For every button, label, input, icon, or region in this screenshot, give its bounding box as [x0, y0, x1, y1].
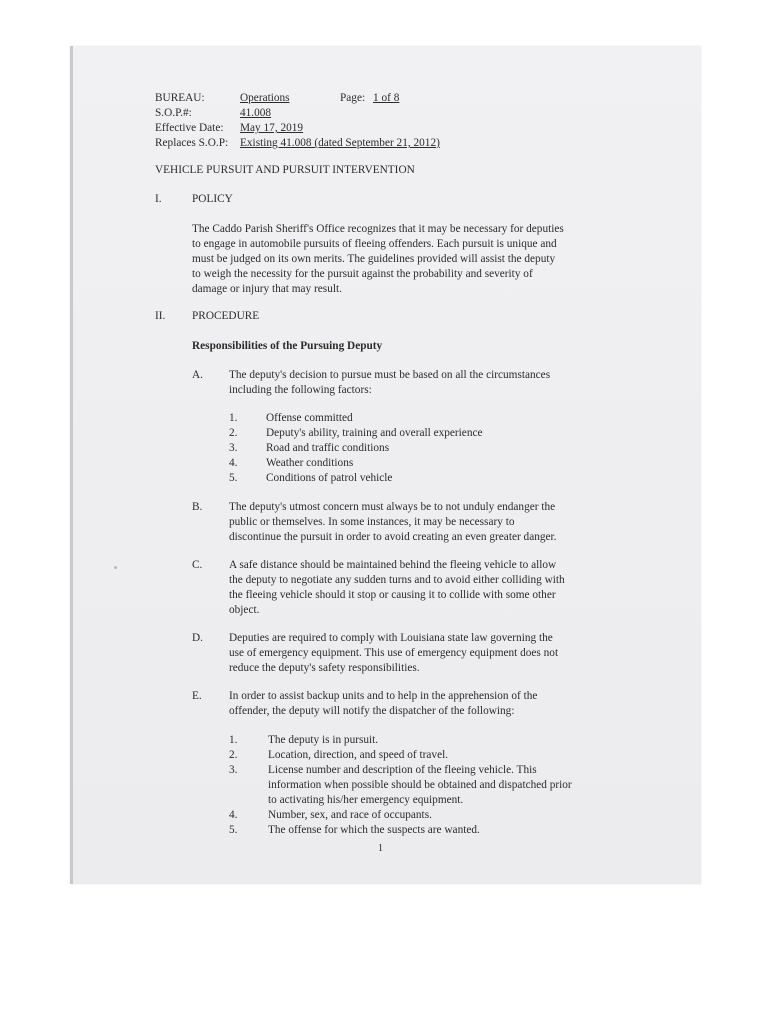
item-e-letter: E.	[192, 690, 202, 702]
notify-text: The deputy is in pursuit.	[268, 734, 379, 746]
factor-text: Road and traffic conditions	[266, 442, 390, 454]
factor-text: Conditions of patrol vehicle	[266, 472, 393, 484]
policy-line: must be judged on its own merits. The guidelines provided will assist the deputy	[192, 253, 556, 265]
item-d-letter: D.	[192, 632, 203, 644]
factor-number: 3.	[229, 442, 238, 454]
document-title: VEHICLE PURSUIT AND PURSUIT INTERVENTION	[155, 164, 415, 176]
replaces-value: Existing 41.008 (dated September 21, 2012)	[240, 137, 440, 149]
page-value: 1 of 8	[373, 92, 400, 104]
section-1-numeral: I.	[155, 193, 162, 205]
notify-text: The offense for which the suspects are wanted.	[268, 824, 480, 836]
item-a-line: including the following factors:	[229, 384, 372, 396]
section-2-numeral: II.	[155, 310, 166, 322]
section-2-heading: PROCEDURE	[192, 310, 260, 322]
bureau-value: Operations	[240, 92, 290, 104]
item-d-line: Deputies are required to comply with Louisiana state law governing the	[229, 632, 553, 644]
item-e-line: offender, the deputy will notify the dispatcher of the following:	[229, 705, 515, 717]
factor-number: 5.	[229, 472, 238, 484]
sop-label: S.O.P.#:	[155, 107, 192, 119]
item-c-line: object.	[229, 604, 260, 616]
item-c-line: the fleeing vehicle should it stop or causing it to collide with some other	[229, 589, 556, 601]
notify-number: 4.	[229, 809, 238, 821]
item-a-letter: A.	[192, 369, 203, 381]
notify-text: to activating his/her emergency equipment.	[268, 794, 464, 806]
replaces-label: Replaces S.O.P:	[155, 137, 229, 149]
item-e-line: In order to assist backup units and to help in the apprehension of the	[229, 690, 538, 702]
factor-text: Weather conditions	[266, 457, 354, 469]
factor-text: Deputy's ability, training and overall experience	[266, 427, 483, 439]
bureau-label: BUREAU:	[155, 92, 205, 104]
sop-value: 41.008	[240, 107, 272, 119]
policy-line: The Caddo Parish Sheriff's Office recognizes that it may be necessary for deputies	[192, 223, 564, 235]
factor-number: 2.	[229, 427, 238, 439]
section-1-heading: POLICY	[192, 193, 233, 205]
notify-text: License number and description of the fleeing vehicle. This	[268, 764, 537, 776]
factor-number: 1.	[229, 412, 238, 424]
page-number: 1	[378, 843, 383, 854]
item-a-line: The deputy's decision to pursue must be based on all the circumstances	[229, 369, 551, 381]
item-c-line: A safe distance should be maintained behind the fleeing vehicle to allow	[229, 559, 557, 571]
page-label: Page:	[340, 92, 366, 104]
item-d-line: reduce the deputy's safety responsibilities.	[229, 662, 420, 674]
item-b-line: public or themselves. In some instances, it may be necessary to	[229, 516, 515, 528]
notify-number: 5.	[229, 824, 238, 836]
notify-text: Number, sex, and race of occupants.	[268, 809, 432, 821]
item-b-letter: B.	[192, 501, 203, 513]
effective-date-label: Effective Date:	[155, 122, 224, 134]
effective-date-value: May 17, 2019	[240, 122, 304, 134]
notify-number: 2.	[229, 749, 238, 761]
scan-speck	[114, 566, 117, 569]
factor-number: 4.	[229, 457, 238, 469]
item-b-line: discontinue the pursuit in order to avoid creating an even greater danger.	[229, 531, 557, 543]
policy-line: to engage in automobile pursuits of fleeing offenders. Each pursuit is unique and	[192, 238, 557, 250]
notify-text: information when possible should be obtained and dispatched prior	[268, 779, 572, 791]
factor-text: Offense committed	[266, 412, 353, 424]
item-b-line: The deputy's utmost concern must always be to not unduly endanger the	[229, 501, 556, 513]
notify-number: 1.	[229, 734, 238, 746]
item-d-line: use of emergency equipment. This use of emergency equipment does not	[229, 647, 559, 659]
notify-number: 3.	[229, 764, 238, 776]
policy-line: to weigh the necessity for the pursuit against the probability and severity of	[192, 268, 533, 280]
item-c-line: the deputy to negotiate any sudden turns and to avoid either colliding with	[229, 574, 565, 586]
notify-text: Location, direction, and speed of travel.	[268, 749, 449, 761]
policy-line: damage or injury that may result.	[192, 283, 342, 295]
item-c-letter: C.	[192, 559, 203, 571]
section-2-subheading: Responsibilities of the Pursuing Deputy	[192, 340, 383, 352]
